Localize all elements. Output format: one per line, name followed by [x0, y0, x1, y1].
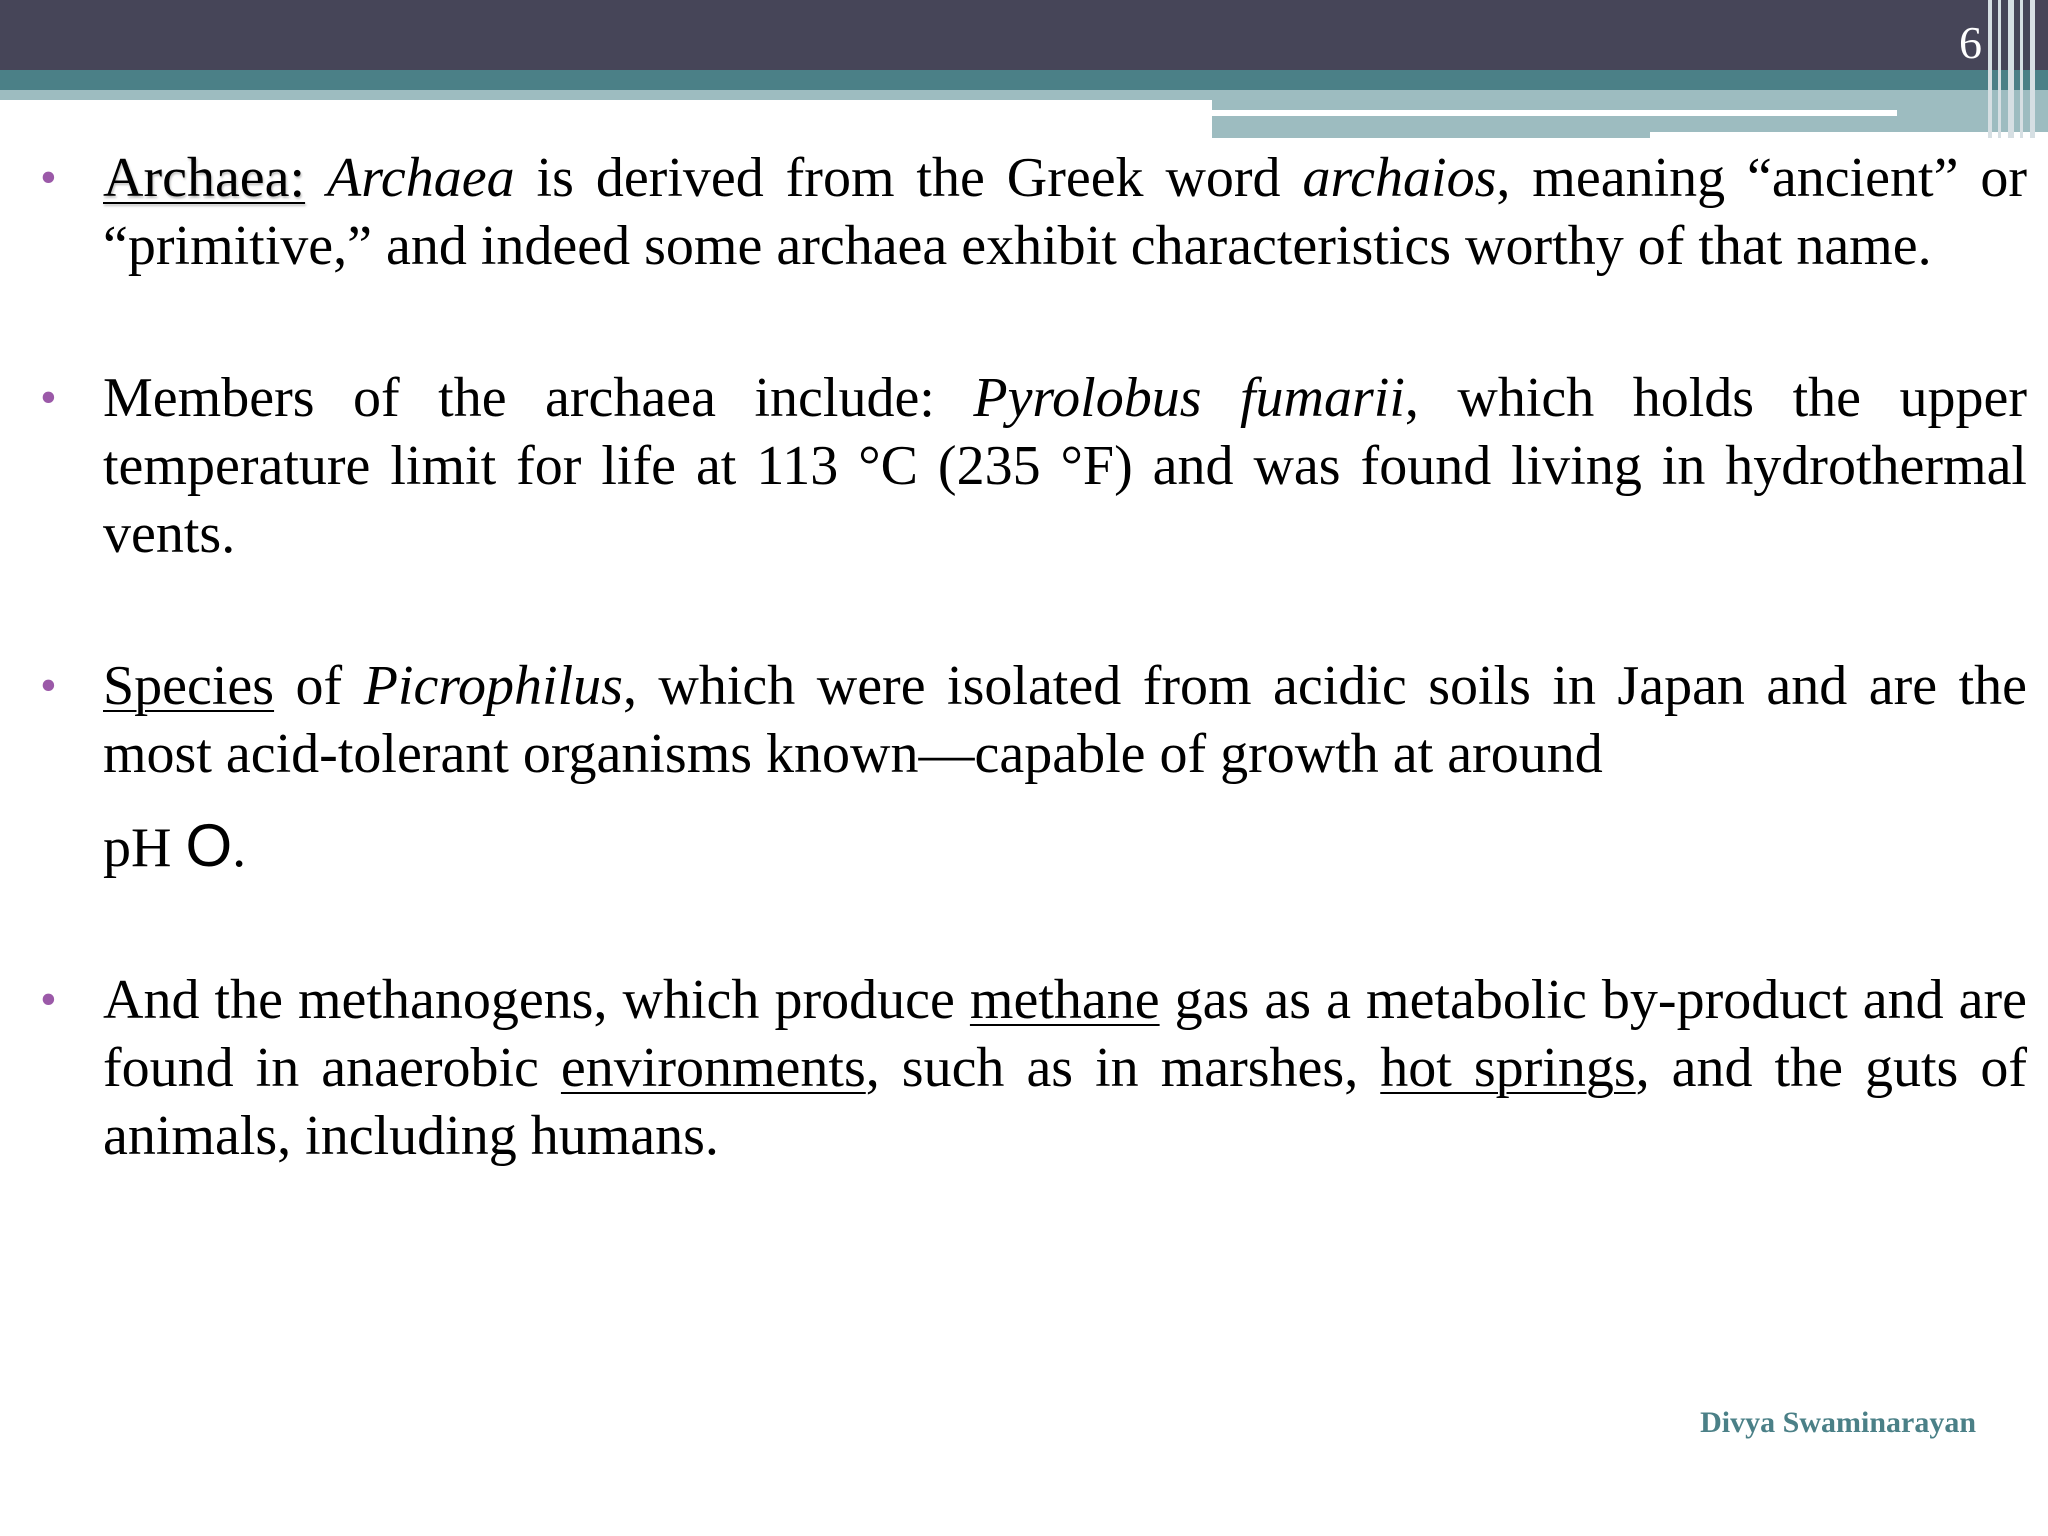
footer-author: Divya Swaminarayan: [1700, 1406, 1976, 1439]
bullet-text: And the methanogens, which produce: [103, 969, 970, 1031]
bullet-text: is derived from the Greek word: [514, 147, 1303, 209]
bullet-item: [40, 364, 2027, 568]
italic-term: archaios: [1302, 147, 1497, 209]
italic-term: Pyrolobus fumarii: [973, 367, 1405, 429]
header-stripe: [2008, 0, 2014, 138]
ph-value: O: [185, 812, 233, 879]
bullet-text: , and the guts of animals, including humans.: [103, 1037, 2028, 1167]
bullet-text: of: [274, 655, 364, 717]
bullet-dot-icon: •: [40, 151, 57, 204]
environments-link[interactable]: environments: [560, 1037, 866, 1099]
bullet-dot-icon: •: [40, 973, 57, 1026]
header-light-bar: [0, 90, 1212, 100]
bullet-dot-icon: •: [40, 659, 57, 712]
header-dark-bar: [0, 0, 2048, 70]
slide-body: [40, 140, 2027, 1170]
bullet-dot-icon: •: [40, 371, 57, 424]
header-stripe: [2030, 0, 2035, 138]
bullet-text: gas as a metabolic by-product and are found in anaerobic: [103, 969, 2027, 1099]
bullet-item: [40, 144, 2027, 280]
italic-term: Picrophilus: [363, 655, 623, 717]
bullet-item: [40, 652, 2027, 882]
ph-end: .: [232, 817, 247, 879]
page-number: 6: [1959, 17, 1982, 68]
header-accent-line: [1212, 110, 1897, 116]
ph-line: [103, 812, 2027, 882]
species-link[interactable]: Species: [103, 655, 275, 717]
hot-springs-link[interactable]: hot springs: [1380, 1037, 1636, 1099]
header-stripe: [1998, 0, 2001, 138]
bullet-text: , such as in marshes,: [865, 1037, 1381, 1099]
bullet-item: [40, 966, 2027, 1170]
bullet-text: Members of the archaea include:: [103, 367, 974, 429]
header-stripe: [2020, 0, 2023, 138]
italic-term: Archaea: [327, 147, 515, 209]
bullet-text: , meaning “ancient” or “primitive,” and indeed some archaea exhibit characteristics worthy of that name.: [103, 147, 2028, 277]
ph-label: pH: [103, 817, 186, 879]
methane-link[interactable]: methane: [969, 969, 1160, 1031]
header-stripe: [1988, 0, 1992, 138]
header-teal-bar: [0, 70, 2048, 90]
term-archaea: Archaea:: [103, 147, 306, 209]
bullet-text: , which holds the upper temperature limit for life at 113 °C (235 °F) and was found living in hydrothermal vents.: [103, 367, 2028, 565]
bullet-text: , which were isolated from acidic soils in Japan and are the most acid-tolerant organisms known—capable of growth at around: [103, 655, 2027, 785]
